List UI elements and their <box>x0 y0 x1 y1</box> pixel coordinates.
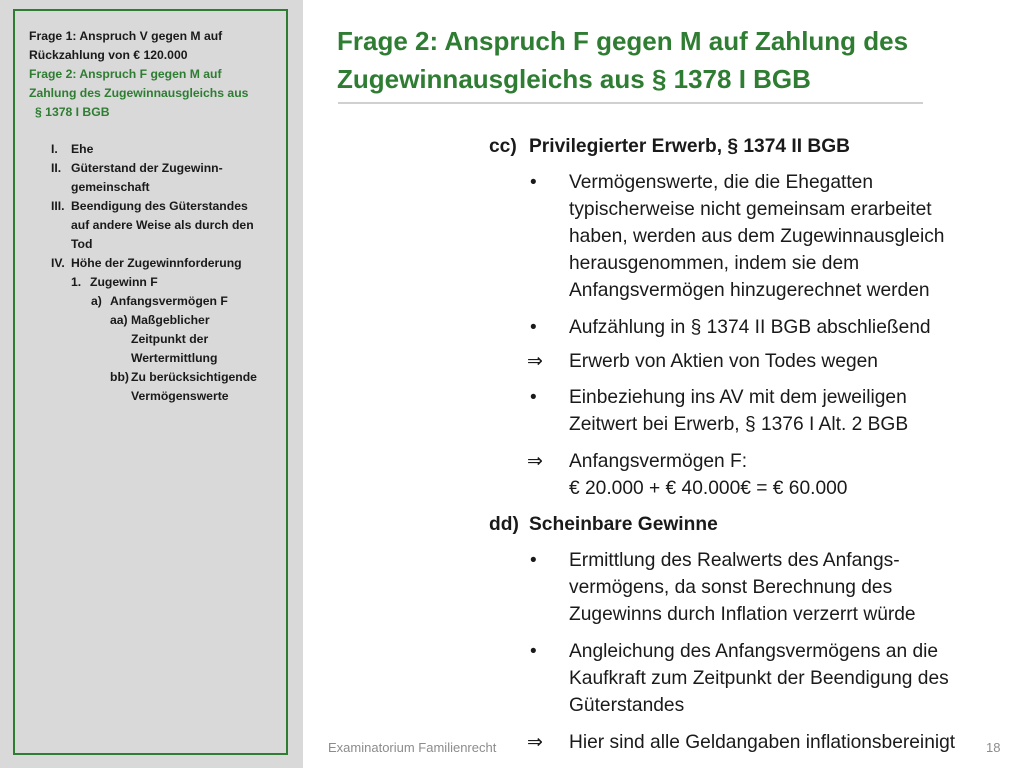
bullet-text: Einbeziehung ins AV mit dem jeweiligen <box>569 387 907 408</box>
outline-item-cont: Tod <box>71 237 93 251</box>
conclusion-text: € 20.000 + € 40.000€ = € 60.000 <box>569 478 848 499</box>
bullet-text: Vermögenswerte, die die Ehegatten <box>569 172 874 193</box>
bullet-text: Zeitwert bei Erwerb, § 1376 I Alt. 2 BGB <box>569 414 909 435</box>
section-label: cc) <box>489 136 517 157</box>
bullet-text: Anfangsvermögen hinzugerechnet werden <box>569 280 930 301</box>
bullet-text: Ermittlung des Realwerts des Anfangs- <box>569 550 900 571</box>
bullet-text: haben, werden aus dem Zugewinnausgleich <box>569 226 945 247</box>
slide-title-line: Zugewinnausgleichs aus § 1378 I BGB <box>337 64 811 94</box>
sidebar-question-2-cont: Zahlung des Zugewinnausgleichs aus <box>29 86 249 100</box>
outline-item[interactable]: Anfangsvermögen F <box>110 294 228 308</box>
bullet-text: herausgenommen, indem sie dem <box>569 253 860 274</box>
footer-text: Examinatorium Familienrecht <box>328 740 497 755</box>
sidebar-question-1-cont: Rückzahlung von € 120.000 <box>29 48 188 62</box>
section-heading: Privilegierter Erwerb, § 1374 II BGB <box>529 136 851 157</box>
section-heading: Scheinbare Gewinne <box>529 514 718 535</box>
outline-item-cont: auf andere Weise als durch den <box>71 218 254 232</box>
outline-item-cont: Vermögenswerte <box>131 389 229 403</box>
outline-item[interactable]: Zugewinn F <box>90 275 158 289</box>
bullet-icon: • <box>530 172 537 193</box>
outline-num: III. <box>51 199 65 213</box>
outline-item-cont: Wertermittlung <box>131 351 218 365</box>
bullet-icon: • <box>530 550 537 571</box>
bullet-text: Zugewinns durch Inflation verzerrt würde <box>569 604 916 625</box>
conclusion-text: Erwerb von Aktien von Todes wegen <box>569 351 878 372</box>
bullet-text: vermögens, da sonst Berechnung des <box>569 577 893 598</box>
outline-num: a) <box>91 294 102 308</box>
outline-item-cont: Zeitpunkt der <box>131 332 209 346</box>
bullet-text: Aufzählung in § 1374 II BGB abschließend <box>569 317 931 338</box>
bullet-text: typischerweise nicht gemeinsam erarbeitet <box>569 199 932 220</box>
outline-item[interactable]: Güterstand der Zugewinn- <box>71 161 223 175</box>
bullet-text: Kaufkraft zum Zeitpunkt der Beendigung des <box>569 668 949 689</box>
bullet-icon: • <box>530 317 537 338</box>
outline-item[interactable]: Zu berücksichtigende <box>131 370 257 384</box>
sidebar-question-1[interactable]: Frage 1: Anspruch V gegen M auf <box>29 29 223 43</box>
outline-item[interactable]: Maßgeblicher <box>131 313 210 327</box>
sidebar-question-2[interactable]: Frage 2: Anspruch F gegen M auf <box>29 67 222 81</box>
section-label: dd) <box>489 514 519 535</box>
title-divider <box>338 102 923 104</box>
outline-num: aa) <box>110 313 128 327</box>
outline-num: bb) <box>110 370 129 384</box>
sidebar <box>0 0 303 768</box>
slide-title-line: Frage 2: Anspruch F gegen M auf Zahlung des <box>337 26 909 56</box>
page-number: 18 <box>986 740 1001 755</box>
conclusion-text: Hier sind alle Geldangaben inflationsbereinigt <box>569 732 956 753</box>
bullet-icon: • <box>530 641 537 662</box>
outline-item[interactable]: Höhe der Zugewinnforderung <box>71 256 242 270</box>
implies-arrow-icon: ⇒ <box>527 732 543 753</box>
outline-item[interactable]: Ehe <box>71 142 94 156</box>
outline-num: 1. <box>71 275 82 289</box>
implies-arrow-icon: ⇒ <box>527 451 543 472</box>
slide-title <box>337 22 977 98</box>
implies-arrow-icon: ⇒ <box>527 351 543 372</box>
conclusion-text: Anfangsvermögen F: <box>569 451 748 472</box>
sidebar-question-2-cont: § 1378 I BGB <box>35 105 110 119</box>
bullet-text: Güterstandes <box>569 695 685 716</box>
outline-item-cont: gemeinschaft <box>71 180 150 194</box>
bullet-text: Angleichung des Anfangsvermögens an die <box>569 641 939 662</box>
outline-num: I. <box>51 142 58 156</box>
outline-num: II. <box>51 161 62 175</box>
bullet-icon: • <box>530 387 537 408</box>
outline-item[interactable]: Beendigung des Güterstandes <box>71 199 248 213</box>
outline-num: IV. <box>51 256 65 270</box>
